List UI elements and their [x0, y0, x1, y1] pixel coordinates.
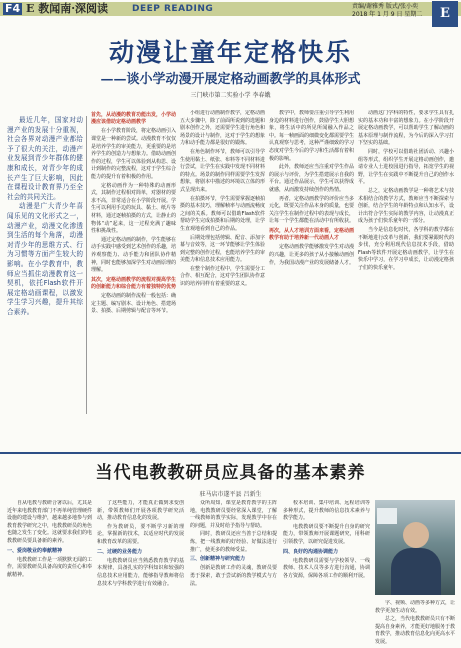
paragraph: 通过定格动画的制作，学生能够在动手实践中感受到艺术创作的乐趣，培养观察能力、动手能力和团队协作精神，同时也能够加深学生对动画原理的理解。	[91, 236, 176, 274]
paragraph: 同时，学校可以借助社团活动、兴趣小组等形式，组织学生开展定格动画创作，邀请专业人士进校园进行指导，拓宽学生的视野，让学生在实践中不断提升自己的创作水平。	[358, 148, 454, 186]
section-divider	[0, 452, 461, 454]
section-heading: 其次，定格动画教学的流程对提高学生的创新能力和综合能力有着独特的优势	[91, 276, 176, 290]
section-english: DEEP READING	[132, 4, 214, 14]
newspaper-logo: E	[432, 1, 458, 27]
article-column	[269, 110, 354, 445]
paragraph: 在整个制作过程中，学生需要分工合作、相互配合，这对学生团队协作意识的培养同样有着重要的意义。	[180, 265, 265, 288]
classroom-photo	[375, 500, 455, 595]
article2-column	[7, 500, 92, 646]
paragraph: 在角色制作环节，教师可以引导学生使用黏土、纸张、布料等不同材料进行尝试，让学生在实践中发现不同材料的特点。场景的制作同样需要学生发挥想象，将剧本中描述的环境以立体的形式呈现出来。	[180, 148, 265, 193]
paragraph: 总之，定格动画教学是一种将艺术与技术相结合的教学方式，教师应当不断探索与创新，结合学生的年龄特点和认知水平，设计出符合学生实际的教学内容，让动漫真正成为孩子们快乐童年的一部分。	[358, 187, 454, 225]
paragraph: 电教教研员要不断提升自身的研究能力，带领教师开展课题研究，用科研引领教学，以研究促进发展。	[283, 523, 370, 545]
section-heading: 四、良好的沟通协调能力	[283, 548, 339, 555]
paragraph: 创新是教研工作的灵魂，教研员要勇于探索，敢于尝试新的教学模式与方法。	[190, 565, 277, 587]
paragraph: 字、视频、动画等多种方式，让教学更加生动有效。	[375, 600, 455, 614]
article-column	[91, 110, 176, 445]
article2-column	[283, 500, 370, 646]
section-heading: 一、爱岗敬业的奉献精神	[7, 547, 63, 554]
paragraph: 动画这门学科的特性，要求学生具有扎实的基本功和丰富的想象力。在小学阶段开展定格动画教学，可以帮助学生了解动画的基本原理与制作流程，为今后的深入学习打下坚实的基础。	[358, 110, 454, 147]
section-heading: 三、创新精神与研究能力	[190, 556, 246, 563]
section-code: F4	[5, 2, 21, 15]
paragraph: 作为教研员，要不断学习新的理论，掌握新的技术，以适应时代的发展和教育改革的需要。	[97, 523, 184, 545]
paragraph: 同时，教研员还应当善于总结和提炼，把一线教师的好经验、好做法进行推广，使更多的教师受益。	[190, 531, 277, 553]
paragraph: 此外，教师还应当注重对学生作品的展示与评价，为学生搭建展示自我的平台。通过作品展示，学生可以获得成就感，从而激发持续创作的热情。	[269, 164, 354, 193]
paragraph: 在小学教育阶段，将定格动画引入课堂是一种新的尝试。动漫教育不仅仅是培养学生的审美能力，更重要的是培养学生的创造力与想象力。借助动画创作的过程，学生可以体验到从构思、设计到制作的完整流程，这对于学生综合能力的提升有着积极的作用。	[91, 128, 176, 180]
paragraph: 电教教研工作是一项默默无闻的工作，需要教研员具备高度的责任心和奉献精神。	[7, 556, 92, 578]
section-name: E 教闻南·深阅读	[26, 2, 109, 15]
article2-byline: 驻马店市遂平县 吕新生	[199, 491, 262, 498]
paragraph: 再者，定格动画教学的评价应当多元化，既要关注作品本身的质量，也要关注学生在制作过程中的表现与成长，让每一个学生都能在活动中有所收获。	[269, 195, 354, 225]
column-divider	[86, 116, 87, 414]
article-subtitle: ——谈小学动漫开展定格动画教学的具体形式	[100, 72, 361, 87]
paragraph: 定格动画作为一种特殊的动画形式，其制作过程相对简单，对器材的要求不高，非常适合在小学阶段开展。学生可以利用手边的玩具、黏土、纸片等材料，通过逐帧拍摄的方式，让静止的物体“动”起来，这一过程充满了趣味性和挑战性。	[91, 182, 176, 235]
intro-paragraph: 最近几年，国家对动漫产业的发展十分重视，社会各界对动漫产业都给予了很大的关注，动漫产业发展到青少年群体的健康和成长，对青少年的成长产生了巨大影响，因此在课程设计教育界乃至全社会的共同关注。	[7, 116, 83, 201]
paragraph: 校本培训、集中培训、远程培训等多种形式，提升教师的信息技术素养与教学能力。	[283, 500, 370, 522]
article-intro	[7, 116, 83, 416]
article2-column	[97, 500, 184, 646]
paragraph: 定格动画教学能够激发学生对动漫的兴趣，让更多的孩子从小接触动画创作，为我国动漫产业的发展储备人才。	[269, 244, 354, 266]
page-header	[0, 0, 461, 30]
issue-date: 2018 年 1 月 9 日 星期二	[352, 11, 423, 18]
article2-title: 当代电教教研员应具备的基本素养	[95, 463, 366, 483]
article-column	[180, 110, 265, 445]
article-column	[358, 110, 454, 445]
paragraph: 后期处理包括剪辑、配音、添加字幕与音效等，这一环节能够让学生体验到完整的创作过程，也能培养学生的审美能力和信息技术应用能力。	[180, 234, 265, 264]
article-byline: 三门峡市第二实验小学 李春娥	[190, 92, 271, 99]
paragraph: 总之，当代电教教研员只有不断提高自身素养，才能更好地服务于教育教学，推动教育信息化向更高水平发展。	[375, 616, 455, 645]
section-heading: 首先，从动漫的教育功能出发，小学动漫应该借助定格动画教学	[91, 112, 176, 126]
paragraph: 了这些能力，才能真正做到求变创新，带领教师们开展各项教学研究活动，推动教育信息化的发展。	[97, 500, 184, 522]
article2-column	[375, 600, 455, 646]
paragraph: 众所周知，课堂是教育教学的主阵地，电教教研员要经常深入课堂，了解一线教师的教学实际，发现教学中存在的问题，并及时给予指导与帮助。	[190, 500, 277, 529]
article-title: 动漫让童年定格快乐	[108, 38, 352, 67]
intro-paragraph: 动漫是广大青少年喜闻乐见的文化形式之一，动漫产业，动漫文化渗透到生活的每个角落，动漫对青少年的思维方式、行为习惯等方面产生较大的影响。在小学教育中，教师应当抓住动漫教育这一契机，依托Flash软件开展定格动画课程，以激发学生学习兴趣，提升其综合素养。	[7, 202, 83, 316]
paragraph: 教学中，教师要注重引导学生利用身边的材料进行创作，鼓励学生大胆想象，将生活中的所见所闻融入作品之中。每一帧画面的细微变化都需要学生认真观察与思考，这种严谨细致的学习态度对学生今后的学习和生活都有着积极的影响。	[269, 110, 354, 162]
paragraph: 自从电教与教研合署以后，尤其是近年来电教教育部门不再单纯管理硬件设施的建设与维护，越来越多地参与到教育教学研究之中，电教教研员的角色也随之发生了变化。这就要求我们的电教教研员要具备新的素养。	[7, 500, 92, 544]
article2-column	[190, 500, 277, 646]
paragraph: 小组进行动画制作教学，定格动画五大步骤中，除了前面所说到的选题和剧本创作之外，还需要学生进行角色和场景的设计与制作，这对于学生的想象力和动手能力都是很好的锻炼。	[180, 110, 265, 147]
paragraph: 电教教研员应当熟悉教育教学的基本规律，具备扎实的学科知识和较强的信息技术应用能力，能够指导教师将信息技术与学科教学进行有效融合。	[97, 557, 184, 587]
paragraph: 电教教研员需要与学校领导、一线教师、技术人员等多方进行沟通，协调各方资源，保障各项工作的顺利开展。	[283, 557, 370, 579]
paragraph: 定格动画的制作流程一般包括：确定主题、编写剧本、设计角色、搭建场景、拍摄、后期剪辑与配音等环节。	[91, 293, 176, 315]
editor-credits: 责编/谢雅秀 版式/张小奕	[352, 3, 418, 10]
section-heading: 再次，从人才培训方面来看，定格动画教学有助于培养新一代动画人才	[269, 227, 354, 242]
section-heading: 二、过硬的业务能力	[97, 548, 143, 555]
paragraph: 在拍摄环节，学生需要掌握逐帧拍摄的基本技巧，理解帧率与动画流畅度之间的关系。教师可以借助Flash软件帮助学生完成拍摄和后期的处理，让学生直观地看到自己的作品。	[180, 195, 265, 232]
paragraph: 当今是信息化时代，各学科的教学都在不断地进行改革与创新，我们要紧跟时代的步伐，充分利用现代信息技术手段，借助Flash等软件开展定格动画教学，让学生在快乐中学习，在学习中成长，让动漫定格孩子们的快乐童年。	[358, 226, 454, 271]
